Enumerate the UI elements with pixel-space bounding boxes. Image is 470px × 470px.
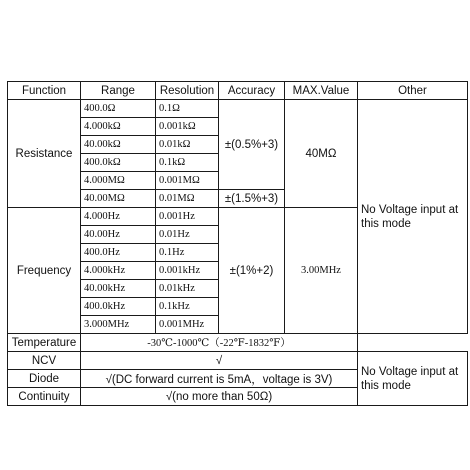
resolution-cell: 0.1Hz (156, 244, 219, 262)
resolution-cell: 0.01kHz (156, 280, 219, 298)
header-range: Range (81, 82, 156, 100)
resolution-cell: 0.01Hz (156, 226, 219, 244)
resolution-cell: 0.001MHz (156, 316, 219, 334)
range-cell: 3.000MHz (81, 316, 156, 334)
frequency-function: Frequency (8, 208, 81, 334)
spec-table (7, 81, 468, 406)
temperature-value: -30℃-1000℃（-22℉-1832℉） (81, 334, 358, 352)
range-cell: 4.000kΩ (81, 118, 156, 136)
continuity-value: √(no more than 50Ω) (81, 388, 358, 406)
resistance-frequency-other: No Voltage input at this mode (358, 100, 468, 334)
range-cell: 4.000MΩ (81, 172, 156, 190)
resolution-cell: 0.1Ω (156, 100, 219, 118)
table-row (8, 100, 468, 118)
header-row (8, 82, 468, 100)
range-cell: 400.0kΩ (81, 154, 156, 172)
table-row (8, 352, 468, 370)
diode-value: √(DC forward current is 5mA，voltage is 3V) (81, 370, 358, 388)
resolution-cell: 0.001MΩ (156, 172, 219, 190)
range-cell: 4.000Hz (81, 208, 156, 226)
table-row (8, 334, 468, 352)
frequency-max-value: 3.00MHz (285, 208, 358, 334)
resistance-accuracy-last: ±(1.5%+3) (219, 190, 285, 208)
resistance-max-value: 40MΩ (285, 100, 358, 208)
resolution-cell: 0.001kΩ (156, 118, 219, 136)
resolution-cell: 0.001kHz (156, 262, 219, 280)
resolution-cell: 0.001Hz (156, 208, 219, 226)
temperature-function: Temperature (8, 334, 81, 352)
bottom-other: No Voltage input at this mode (358, 352, 468, 406)
range-cell: 40.00MΩ (81, 190, 156, 208)
range-cell: 40.00kΩ (81, 136, 156, 154)
frequency-accuracy: ±(1%+2) (219, 208, 285, 334)
range-cell: 400.0kHz (81, 298, 156, 316)
range-cell: 40.00kHz (81, 280, 156, 298)
header-function: Function (8, 82, 81, 100)
continuity-function: Continuity (8, 388, 81, 406)
diode-function: Diode (8, 370, 81, 388)
range-cell: 4.000kHz (81, 262, 156, 280)
resistance-accuracy: ±(0.5%+3) (219, 100, 285, 190)
ncv-function: NCV (8, 352, 81, 370)
range-cell: 400.0Hz (81, 244, 156, 262)
resolution-cell: 0.1kHz (156, 298, 219, 316)
resistance-function: Resistance (8, 100, 81, 208)
header-max-value: MAX.Value (285, 82, 358, 100)
header-resolution: Resolution (156, 82, 219, 100)
resolution-cell: 0.1kΩ (156, 154, 219, 172)
resolution-cell: 0.01MΩ (156, 190, 219, 208)
header-other: Other (358, 82, 468, 100)
resolution-cell: 0.01kΩ (156, 136, 219, 154)
range-cell: 40.00Hz (81, 226, 156, 244)
header-accuracy: Accuracy (219, 82, 285, 100)
ncv-value: √ (81, 352, 358, 370)
range-cell: 400.0Ω (81, 100, 156, 118)
